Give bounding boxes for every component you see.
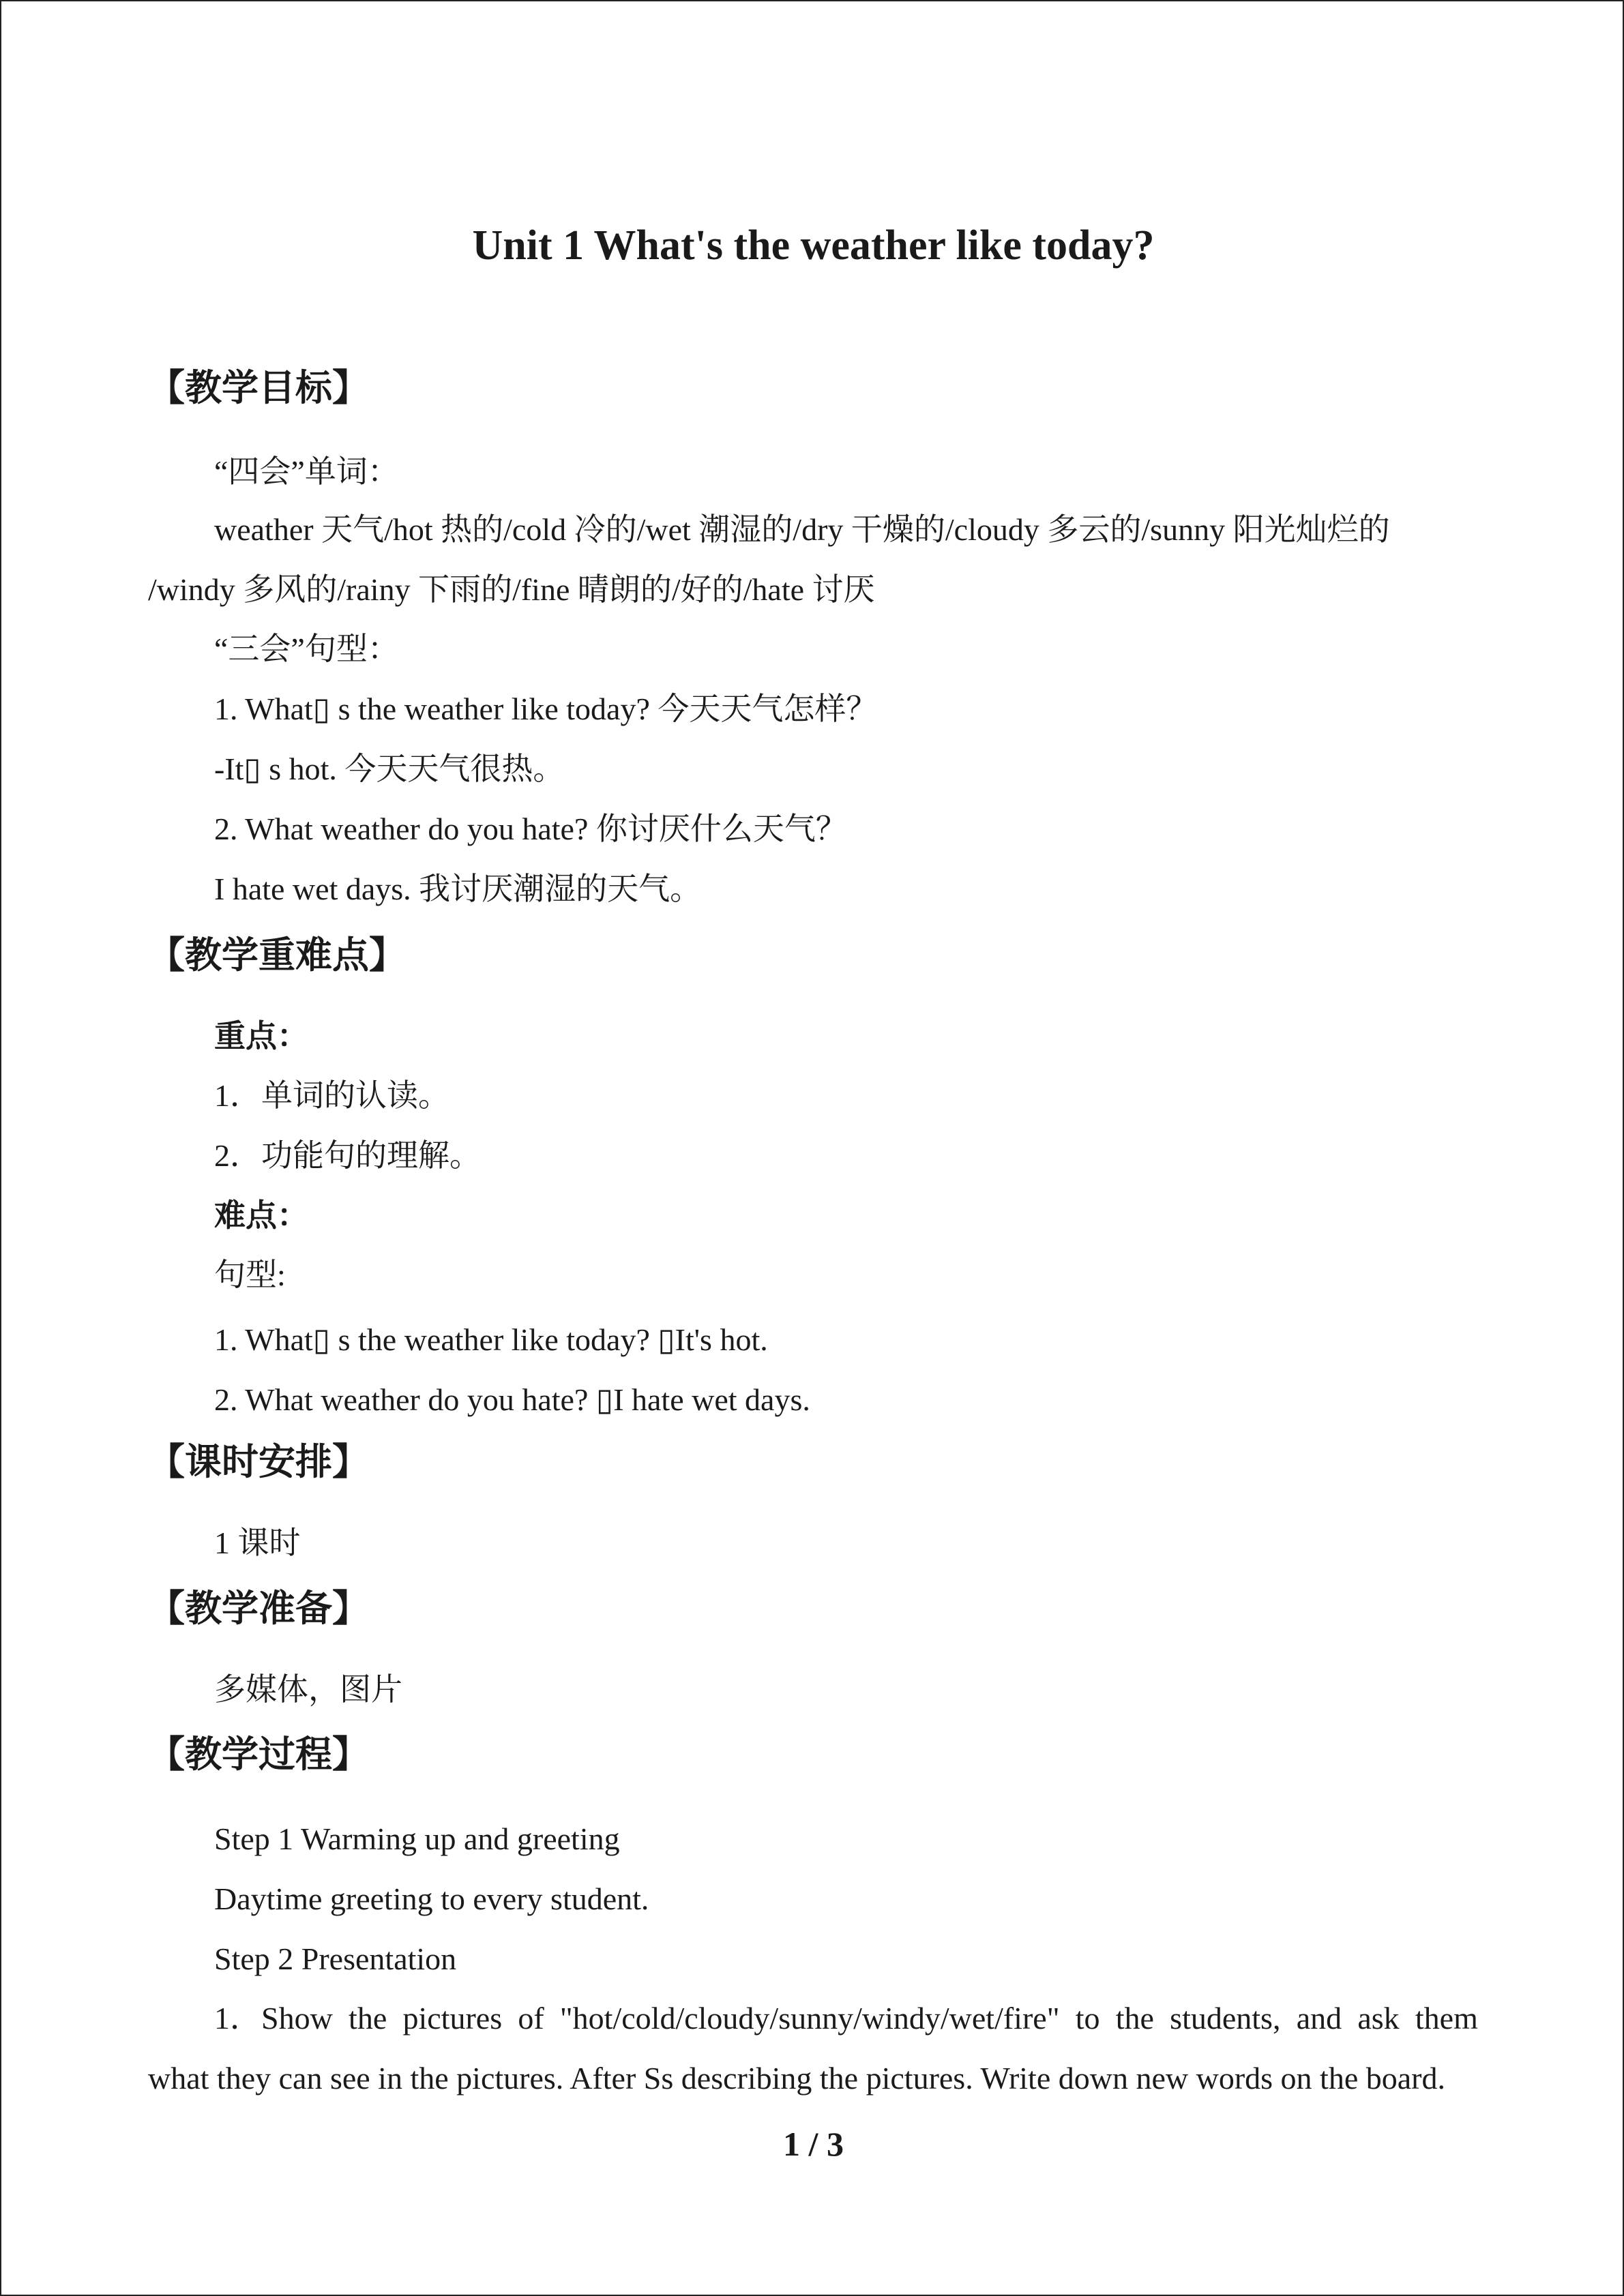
pattern-label: 句型:: [214, 1257, 286, 1292]
section-heading-preparation: 【教学准备】: [148, 1587, 369, 1630]
paragraph-word: to: [1075, 2001, 1100, 2036]
focus-item-2: 2．功能句的理解。: [214, 1138, 481, 1173]
step-1-text: Daytime greeting to every student.: [214, 1881, 649, 1916]
sentence-2: 2. What weather do you hate? 你讨厌什么天气？: [214, 811, 847, 846]
paragraph-word: of: [518, 2001, 544, 2036]
paragraph-word: and: [1296, 2001, 1342, 2036]
paragraph-word: the: [1115, 2001, 1154, 2036]
paragraph-word: students,: [1170, 2001, 1281, 2036]
label-four-skill-words: “四会”单词：: [214, 454, 399, 489]
vocabulary-line-1: weather 天气/hot 热的/cold 冷的/wet 潮湿的/dry 干燥的/cloudy 多云的/sunny 阳光灿烂的: [214, 512, 1390, 547]
paragraph-word: 1．Show: [214, 2001, 333, 2036]
difficulty-label: 难点：: [214, 1198, 308, 1233]
step-1-title: Step 1 Warming up and greeting: [214, 1821, 620, 1856]
focus-item-1: 1．单词的认读。: [214, 1078, 449, 1113]
paragraph-word: them: [1415, 2001, 1478, 2036]
sentence-1: 1. What▯ s the weather like today? 今天天气怎样？: [214, 691, 878, 726]
paragraph-word: ask: [1357, 2001, 1400, 2036]
difficulty-item-1: 1. What▯ s the weather like today? ▯It's hot.: [214, 1322, 768, 1357]
sentence-1-answer: -It▯ s hot. 今天天气很热。: [214, 751, 565, 786]
step-2-title: Step 2 Presentation: [214, 1941, 457, 1976]
schedule-value: 1 课时: [214, 1525, 301, 1560]
page-indicator: 1 / 3: [783, 2125, 844, 2163]
section-heading-key-points: 【教学重难点】: [148, 934, 406, 976]
section-heading-schedule: 【课时安排】: [148, 1440, 369, 1483]
paragraph-word: the: [349, 2001, 387, 2036]
section-heading-process: 【教学过程】: [148, 1733, 369, 1776]
section-heading-objectives: 【教学目标】: [148, 366, 369, 409]
vocabulary-line-2: /windy 多风的/rainy 下雨的/fine 晴朗的/好的/hate 讨厌: [148, 572, 875, 607]
paragraph-word: "hot/cold/cloudy/sunny/windy/wet/fire": [559, 2001, 1060, 2036]
focus-label: 重点：: [214, 1019, 308, 1054]
label-three-skill-sentences: “三会”句型：: [214, 631, 399, 666]
paragraph-1-line-1: [214, 1998, 1478, 2039]
paragraph-word: pictures: [402, 2001, 503, 2036]
difficulty-item-2: 2. What weather do you hate? ▯I hate wet days.: [214, 1382, 810, 1417]
paragraph-1-line-2: what they can see in the pictures. After Ss describing the pictures. Write down new words on the board.: [148, 2061, 1445, 2096]
preparation-value: 多媒体，图片: [214, 1672, 402, 1707]
document-title: Unit 1 What's the weather like today?: [472, 222, 1155, 269]
sentence-2-answer: I hate wet days. 我讨厌潮湿的天气。: [214, 871, 702, 906]
